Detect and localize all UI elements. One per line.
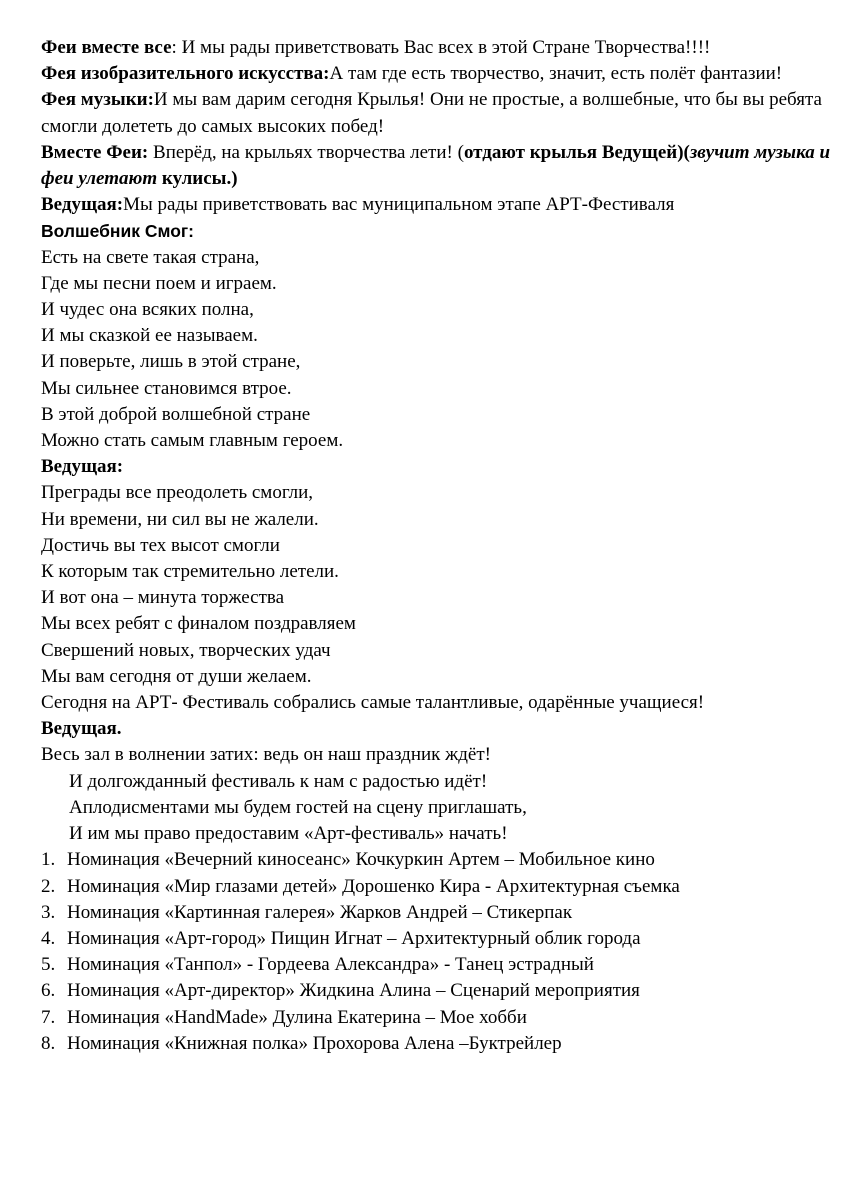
poem-line: Достичь вы тех высот смогли [41,534,280,556]
list-item-text: Номинация «Танпол» - Гордеева Александра» - Танец эстрадный [67,954,594,976]
list-number: 7. [41,1006,56,1028]
poem-line: В этой доброй волшебной стране [41,403,311,425]
poem-line: Мы сильнее становимся втрое. [41,377,292,399]
list-item [41,978,831,1004]
poem-line: И вот она – минута торжества [41,587,285,609]
stage-direction-tail: кулисы.) [157,168,238,190]
poem-line: Весь зал в волнении затих: ведь он наш праздник ждёт! [41,744,491,766]
dialogue-line [41,87,831,139]
dialogue-line [41,35,831,61]
poem-line: И мы сказкой ее называем. [41,325,258,347]
speaker-name: Ведущая: [41,194,124,216]
list-item [41,847,831,873]
stage-direction-bold: отдают крылья Ведущей [463,141,678,163]
list-number: 1. [41,849,56,871]
speaker-name: Вместе Феи: [41,141,149,163]
poem-line-indented: И им мы право предоставим «Арт-фестиваль» начать! [69,823,508,845]
poem-line: Сегодня на АРТ- Фестиваль собрались самые талантливые, одарённые учащиеся! [41,692,705,714]
poem-line: Мы всех ребят с финалом поздравляем [41,613,356,635]
list-item [41,926,831,952]
poem-line-indented: И долгожданный фестиваль к нам с радостью идёт! [69,770,488,792]
wizard-poem [41,245,831,455]
stage-direction-line [41,140,831,192]
list-item-text: Номинация «Мир глазами детей» Дорошенко Кира - Архитектурная съемка [67,875,680,897]
host-poem [41,480,831,716]
host-speaker-heading: Ведущая. [41,718,122,740]
list-number: 6. [41,980,56,1002]
dialogue-text: И мы вам дарим сегодня Крылья! Они не простые, а волшебные, что бы вы ребята смогли долететь до самых высоких побед! [41,89,822,137]
separator: : [171,37,182,58]
list-number: 3. [41,901,56,923]
list-number: 8. [41,1032,56,1054]
list-number: 2. [41,875,56,897]
poem-line: Ни времени, ни сил вы не жалели. [41,508,319,530]
list-item-text: Номинация «Вечерний киносеанс» Кочкуркин Артем – Мобильное кино [67,849,655,871]
list-number: 4. [41,927,56,949]
poem-line: Можно стать самым главным героем. [41,430,344,452]
poem-line-indented: Аплодисментами мы будем гостей на сцену приглашать, [69,796,527,818]
nominations-list [41,847,831,1057]
poem-line: Есть на свете такая страна, [41,246,260,268]
list-item [41,900,831,926]
list-item-text: Номинация «Арт-директор» Жидкина Алина – Сценарий мероприятия [67,980,640,1002]
list-item [41,874,831,900]
list-item [41,1005,831,1031]
speaker-name: Фея изобразительного искусства: [41,63,330,85]
speaker-name: Феи вместе все [41,37,172,58]
paren: )( [677,141,690,163]
list-item [41,1031,831,1057]
dialogue-text: Мы рады приветствовать вас муниципальном этапе АРТ-Фестиваля [123,194,675,216]
poem-line: И чудес она всяких полна, [41,299,254,321]
list-item [41,952,831,978]
stage-direction-italic: звучит музыка и феи улетают [41,141,831,190]
poem-line: Свершений новых, творческих удач [41,639,331,661]
poem-line: Где мы песни поем и играем. [41,272,277,294]
list-item-text: Номинация «Книжная полка» Прохорова Алена –Буктрейлер [67,1032,562,1054]
dialogue-line [41,61,831,87]
host-greeting-line [41,192,831,218]
dialogue-text: А там где есть творчество, значит, есть полёт фантазии! [329,63,783,85]
list-number: 5. [41,954,56,976]
host-speaker-heading: Ведущая: [41,456,124,478]
wizard-speaker-heading: Волшебник Смог: [41,221,195,242]
list-item-text: Номинация «Картинная галерея» Жарков Андрей – Стикерпак [67,901,573,923]
list-item-text: Номинация «HandMade» Дулина Екатерина – Мое хобби [67,1006,527,1028]
poem-line: И поверьте, лишь в этой стране, [41,351,301,373]
poem-line: Мы вам сегодня от души желаем. [41,665,312,687]
list-item-text: Номинация «Арт-город» Пищин Игнат – Архитектурный облик города [67,927,641,949]
dialogue-text: И мы рады приветствовать Вас всех в этой Стране Творчества!!!! [181,37,711,58]
poem-line: Преграды все преодолеть смогли, [41,482,314,504]
poem-line: К которым так стремительно летели. [41,561,339,583]
speaker-name: Фея музыки: [41,89,154,111]
document-page [41,35,831,1057]
dialogue-text: Вперёд, на крыльях творчества лети! ( [148,141,464,163]
